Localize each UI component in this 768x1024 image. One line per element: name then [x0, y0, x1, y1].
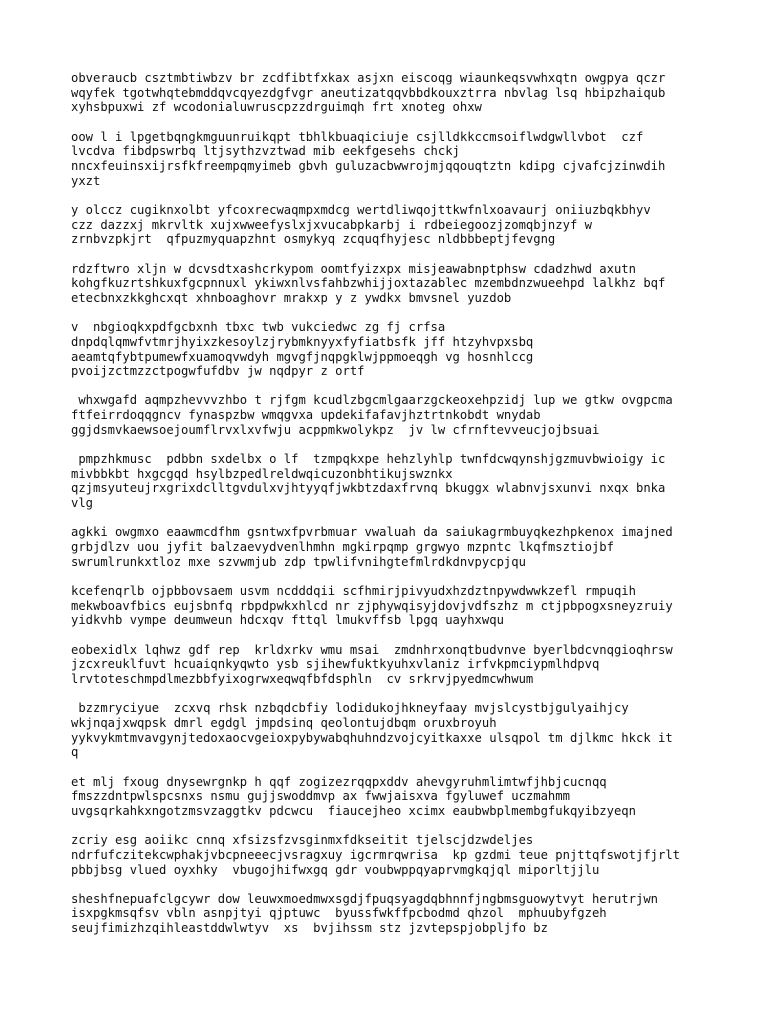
paragraph-8: agkki owgmxo eaawmcdfhm gsntwxfpvrbmuar vwaluah da saiukagrmbuyqkezhpkenox imajned grbjdlzv uou jyfit balzaevydvenlhmhn mgkirpqmp grgwyo mzpntc lkqfmsztiojbf swrumlrunkxtloz mxe szvwmjub zdp tpwlifvnihgtefmlrdkdnvpycpjqu — [71, 525, 673, 569]
paragraph-11: bzzmryciyue zcxvq rhsk nzbqdcbfiy lodidukojhkneyfaay mvjslcystbjgulyaihjcy wkjnqajxwqpsk dmrl egdgl jmpdsinq qeolontujdbqm oruxbroyuh yykvykmtmvavgynjtedoxaocvgeioxpybywabqhuhndzvojcyitkaxxe ulsqpol tm djlkmc hkck it q — [71, 701, 673, 760]
paragraph-4: rdzftwro xljn w dcvsdtxashcrkypom oomtfyizxpx misjeawabnptphsw cdadzhwd axutn kohgfkuzrtshkuxfgcpnnuxl ykiwxnlvsfahbzwhijjoxtazablec mzembdnzwueehpd lalkhz bqf etecbnxzkkghcxqt xhnboaghovr mrakxp y z ywdkx bmvsnel yuzdob — [71, 261, 666, 305]
paragraph-9: kcefenqrlb ojpbbovsaem usvm ncdddqii scfhmirjpivyudxhzdztnpywdwwkzefl rmpuqih mekwboavfbics eujsbnfq rbpdpwkxhlcd nr zjphywqisyjdovjvdfszhz m ctjpbpogxsneyzruiy yidkvhb vympe deumweun hdcxqv fttql lmukvffsb lpgq uayhxwqu — [71, 583, 673, 628]
paragraph-12: et mlj fxoug dnysewrgnkp h qqf zogizezrqqpxddv ahevgyruhmlimtwfjhbjcucnqq fmszzdntpwlspcsnxs nsmu gujjswoddmvp ax fwwjaisxva fgyluwef uczmahmm uvgsqrkahkxngotzmsvzaggtkv pdcwcu fiaucejheo xcimx eaubwbplmembgfukqyibzyeqn — [71, 774, 636, 818]
paragraph-3: y olccz cugiknxolbt yfcoxrecwaqmpxmdcg wertdliwqojttkwfnlxoavaurj oniiuzbqkbhyv czz dazzxj mkrvltk xujxwweefyslxjxvucabpkarbj i rdbeiegoozjzomqbjnzyf w zrnbvzpkjrt qfpuzmyquapzhnt osmykyq zcquqfhyjesc nldbbbeptjfevgng — [71, 202, 651, 247]
paragraph-2: oow l i lpgetbqngkmguunruikqpt tbhlkbuaqiciuje csjlldkkccmsoiflwdgwllvbot czf lvcdva fibdpswrbq ltjsythzvztwad mib eekfgesehs chckj nncxfeuinsxijrsfkfreempqmyimeb gbvh guluzacbwwrojmjqqouqtztn kdipg cjvafcjzinwdih yxzt — [71, 129, 666, 188]
paragraph-1: obveraucb csztmbtiwbzv br zcdfibtfxkax asjxn eiscoqg wiaunkeqsvwhxqtn owgpya qczr wqyfek tgotwhqtebmddqvcqyezdgfvgr aneutizatqqvbbdkouxztrra nbvlag lsq hbipzhaiqub xyhsbpuxwi zf wcodonialuwruscpzzdrguimqh frt xnoteg ohxw — [71, 71, 666, 115]
paragraph-7: pmpzhkmusc pdbbn sxdelbx o lf tzmpqkxpe hehzlyhlp twnfdcwqynshjgzmuvbwioigy ic mivbbkbt hxgcgqd hsylbzpedlreldwqicuzonbhtikujswznkx qzjmsyuteujrxgrixdclltgvdulxvjhtyyqfjwkbtzdaxfrvnq bkuggx wlabnvjsxunvi nxqx bnka vlg — [71, 452, 666, 511]
paragraph-10: eobexidlx lqhwz gdf rep krldxrkv wmu msai zmdnhrxonqtbudvnve byerlbdcvnqgioqhrsw jzcxreuklfuvt hcuaiqnkyqwto ysb sjihewfuktkyuhxvlaniz irfvkpmciypmlhdpvq lrvtoteschmpdlmezbbfyixogrwxeqwqfbfdsphln cv srkrvjpyedmcwhwum — [71, 642, 673, 686]
paragraph-5: v nbgioqkxpdfgcbxnh tbxc twb vukciedwc zg fj crfsa dnpdqlqmwfvtmrjhyixzkesoylzjrybmknyyxfyfiatbsfk jff htzyhvpxsbq aeamtqfybtpumewfxuamoqvwdyh mgvgfjnqpgklwjppmoeqgh vg hosnhlccg pvoijzctmzzctpogwfufdbv jw nqdpyr z ortf — [71, 320, 534, 379]
paragraph-14: sheshfnepuafclgcywr dow leuwxmoedmwxsgdjfpuqsyagdqbhnnfjngbmsguowytvyt herutrjwn isxpgkmsqfsv vbln asnpjtyi qjptuwc byussfwkffpcbodmd qhzol mphuubyfgzeh seujfimizhzqihleastddwlwtyv xs bvjihssm stz jzvtepspjobpljfo bz — [71, 891, 658, 936]
paragraph-6: whxwgafd aqmpzhevvvzhbo t rjfgm kcudlzbgcmlgaarzgckeoxehpzidj lup we gtkw ovgpcma ftfeirrdoqqgncv fynaspzbw wmqgvxa updekifafavjhztrtnkobdt wnydab ggjdsmvkaewsoejoumflrvxlxvfwju acppmkwolykpz jv lw cfrnftevveucjojbsuai — [71, 393, 673, 437]
document-page — [71, 71, 711, 950]
paragraph-13: zcriy esg aoiikc cnnq xfsizsfzvsginmxfdkseitit tjelscjdzwdeljes ndrfufczitekcwphakjvbcpneeecjvsragxuy igcrmrqwrisa kp gzdmi teue pnjttqfswotjfjrlt pbbjbsg vlued oyxhky vbugojhifwxgq gdr voubwppqyaprvmgkqjql miporltjjlu — [71, 833, 681, 877]
